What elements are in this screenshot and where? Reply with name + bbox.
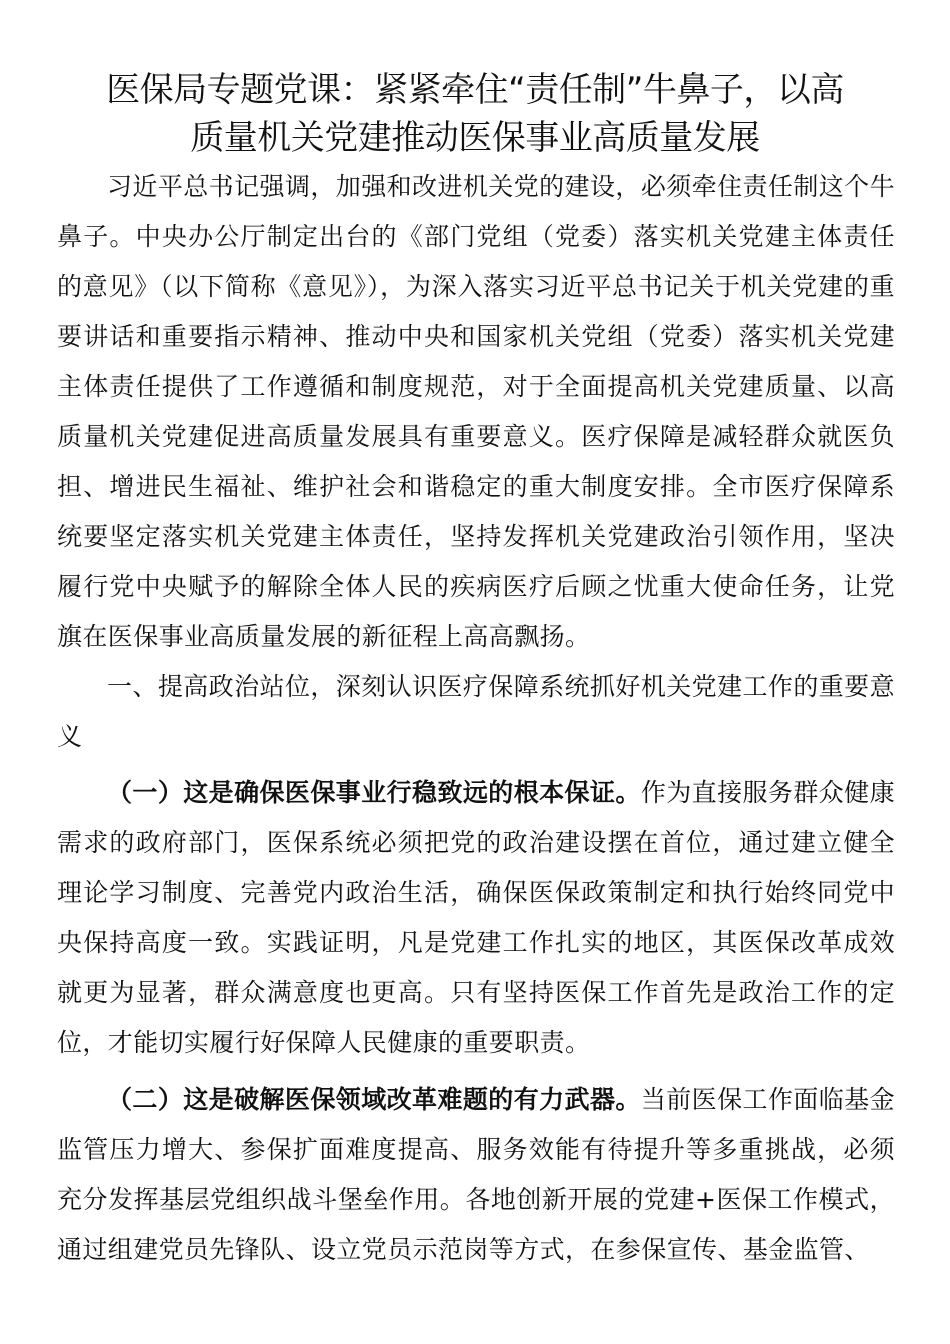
- subsection-1-text: 作为直接服务群众健康需求的政府部门，医保系统必须把党的政治建设摆在首位，通过建立健全理论学习制度、完善党内政治生活，确保医保政策制定和执行始终同党中央保持高度一致。实践证明，凡是党建工作扎实的地区，其医保改革成效就更为显著，群众满意度也更高。只有坚持医保工作首先是政治工作的定位，才能切实履行好保障人民健康的重要职责。: [57, 778, 895, 1057]
- subsection-1-title: （一）这是确保医保事业行稳致远的根本保证。: [107, 778, 641, 807]
- document-title-line-2: 质量机关党建推动医保事业高质量发展: [190, 118, 760, 158]
- subsection-2-text: 当前医保工作面临基金监管压力增大、参保扩面难度提高、服务效能有待提升等多重挑战，必须充分发挥基层党组织战斗堡垒作用。各地创新开展的党建+医保工作模式，通过组建党员先锋队、设立党员示范岗等方式，在参保宣传、基金监管、: [57, 1085, 895, 1264]
- document-title-line-1: 医保局专题党课：紧紧牵住“责任制”牛鼻子，以高: [106, 70, 844, 110]
- subsection-1-paragraph: [57, 768, 895, 1068]
- subsection-2-paragraph: [57, 1075, 895, 1275]
- section-1-heading: 一、提高政治站位，深刻认识医疗保障系统抓好机关党建工作的重要意义: [57, 672, 895, 751]
- subsection-2-title: （二）这是破解医保领域改革难题的有力武器。: [107, 1085, 641, 1114]
- document-body: [57, 162, 895, 1275]
- intro-paragraph: 习近平总书记强调，加强和改进机关党的建设，必须牵住责任制这个牛鼻子。中央办公厅制定出台的《部门党组（党委）落实机关党建主体责任的意见》（以下简称《意见》），为深入落实习近平总书记关于机关党建的重要讲话和重要指示精神、推动中央和国家机关党组（党委）落实机关党建主体责任提供了工作遵循和制度规范，对于全面提高机关党建质量、以高质量机关党建促进高质量发展具有重要意义。医疗保障是减轻群众就医负担、增进民生福祉、维护社会和谐稳定的重大制度安排。全市医疗保障系统要坚定落实机关党建主体责任，坚持发挥机关党建政治引领作用，坚决履行党中央赋予的解除全体人民的疾病医疗后顾之忧重大使命任务，让党旗在医保事业高质量发展的新征程上高高飘扬。: [57, 172, 895, 651]
